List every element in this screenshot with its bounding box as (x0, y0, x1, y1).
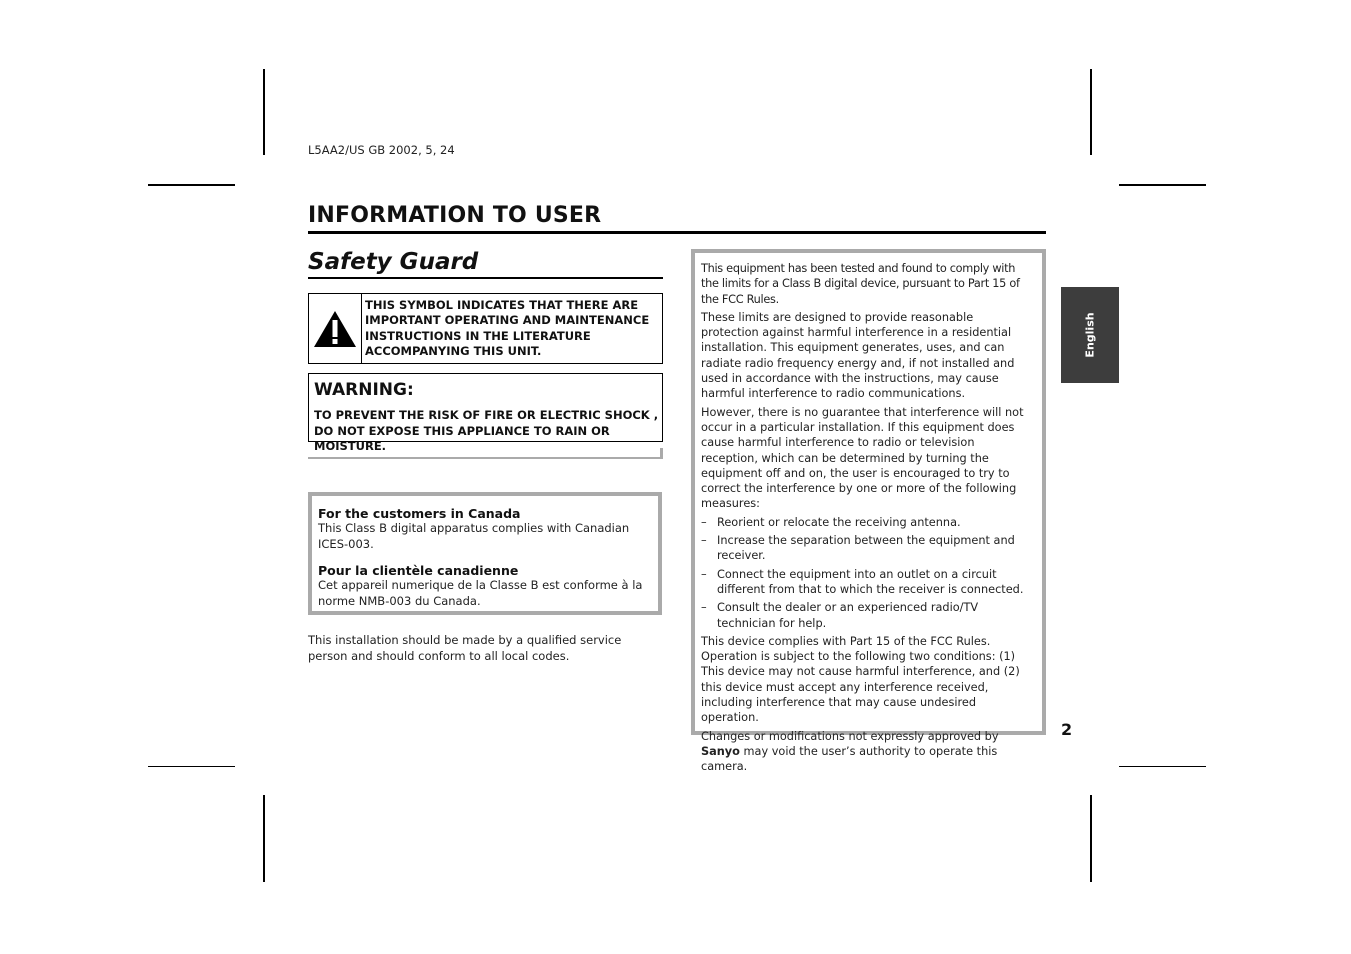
fcc-paragraph: This device complies with Part 15 of the FCC Rules. Operation is subject to the following two conditions: (1) This device may not cause harmful interference, and (2) this device must accept any interference received, including interference that may cause undesired operation. (701, 634, 1020, 725)
list-item: – Connect the equipment into an outlet on a circuit different from that to which the receiver is connected. (701, 567, 1024, 596)
crop-mark (148, 184, 235, 186)
crop-mark (1119, 184, 1206, 186)
canada-english-text: This Class B digital apparatus complies with Canadian ICES-003. (318, 521, 630, 551)
section-title: Safety Guard (308, 249, 663, 279)
fcc-paragraph: This equipment has been tested and found to comply with the limits for a Class B digital device, pursuant to Part 15 of the FCC Rules. (701, 262, 1020, 306)
warning-title: WARNING: (314, 380, 414, 400)
canada-notice-box (308, 492, 662, 615)
crop-mark (263, 69, 265, 155)
crop-mark (263, 795, 265, 882)
crop-mark (148, 766, 235, 767)
document-code: L5AA2/US GB 2002, 5, 24 (308, 143, 455, 157)
list-item: – Consult the dealer or an experienced radio/TV technician for help. (701, 601, 979, 630)
fcc-paragraph: Changes or modifications not expressly approved by Sanyo may void the user’s authority to operate this camera. (701, 729, 999, 774)
list-item: – Increase the separation between the equipment and receiver. (701, 534, 1015, 563)
brand-name: Sanyo (701, 744, 740, 758)
canada-english-heading: For the customers in Canada (318, 506, 521, 521)
fcc-paragraph: However, there is no guarantee that interference will not occur in a particular installation. If this equipment does cause harmful interference to radio or television reception, which can be determined by turning the equipment off and on, the user is encouraged to try to correct the interference by one or more of the following measures: (701, 405, 1024, 511)
installation-note: This installation should be made by a qualified service person and should conform to all local codes. (308, 633, 622, 663)
crop-mark (1119, 766, 1206, 767)
fcc-paragraph: These limits are designed to provide reasonable protection against harmful interference in a residential installation. This equipment generates, uses, and can radiate radio frequency energy and, if not installed and used in accordance with the instructions, may cause harmful interference to radio communications. (701, 310, 1015, 401)
crop-mark (1090, 795, 1092, 882)
canada-french-heading: Pour la clientèle canadienne (318, 563, 519, 578)
list-item: – Reorient or relocate the receiving antenna. (701, 515, 961, 529)
page-title: INFORMATION TO USER (308, 203, 1046, 234)
symbol-notice-box (308, 293, 663, 364)
warning-text: TO PREVENT THE RISK OF FIRE OR ELECTRIC SHOCK , DO NOT EXPOSE THIS APPLIANCE TO RAIN OR MOISTURE. (314, 408, 659, 453)
crop-mark (1090, 69, 1092, 155)
language-tab (1061, 287, 1119, 383)
fcc-notice-box (691, 249, 1046, 774)
warning-triangle-icon (309, 294, 362, 363)
warning-box (308, 373, 663, 453)
canada-french-text: Cet appareil numerique de la Classe B est conforme à la norme NMB-003 du Canada. (318, 578, 643, 608)
fcc-measures-list (701, 515, 1031, 631)
language-tab-label: English (1083, 312, 1097, 358)
page-number: 2 (1061, 720, 1073, 739)
symbol-notice-text: THIS SYMBOL INDICATES THAT THERE ARE IMPORTANT OPERATING AND MAINTENANCE INSTRUCTIONS IN THE LITERATURE ACCOMPANYING THIS UNIT. (365, 298, 650, 359)
divider (308, 448, 663, 459)
